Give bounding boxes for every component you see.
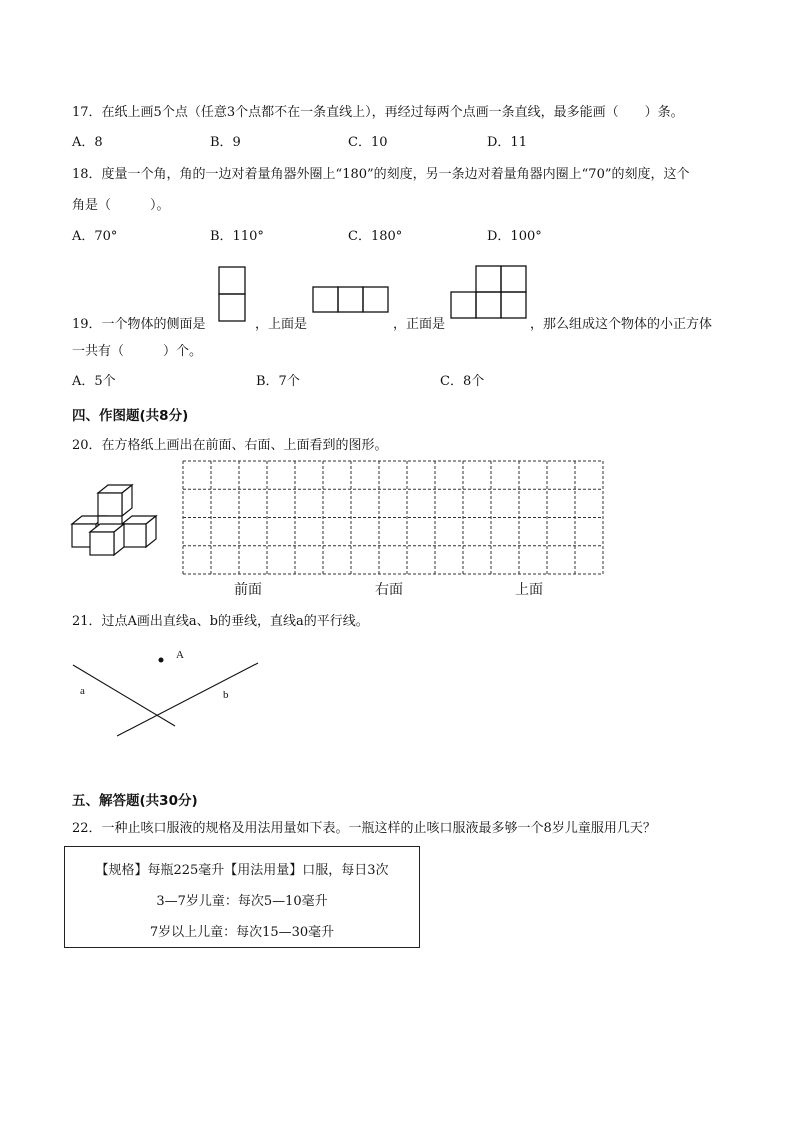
dosage-child-3-7-line: 3—7岁儿童：每次5—10毫升 bbox=[156, 894, 328, 909]
lines-figure bbox=[0, 640, 300, 750]
q19-option-c: C．8个 bbox=[440, 374, 485, 389]
q17-option-d: D．11 bbox=[487, 135, 527, 150]
q19-text-line2: 一共有（ ）个。 bbox=[72, 344, 203, 359]
q18-option-b: B．110° bbox=[210, 229, 264, 244]
q19-text-part2: ，上面是 bbox=[255, 317, 308, 332]
q17-option-a: A．8 bbox=[72, 135, 103, 150]
front-view-figure bbox=[450, 265, 530, 321]
line-a-label: a bbox=[80, 685, 85, 697]
point-a-dot bbox=[159, 658, 164, 663]
top-view-figure bbox=[312, 286, 392, 318]
point-a-label: A bbox=[176, 649, 184, 661]
dosage-spec-line: 【规格】每瓶225毫升【用法用量】口服，每日3次 bbox=[95, 863, 389, 878]
section5-title: 五、解答题(共30分) bbox=[72, 793, 198, 809]
q19-option-a: A．5个 bbox=[72, 374, 116, 389]
q17-option-c: C．10 bbox=[348, 135, 388, 150]
label-right: 右面 bbox=[375, 582, 403, 598]
q19-option-b: B．7个 bbox=[256, 374, 300, 389]
q18-option-c: C．180° bbox=[348, 229, 403, 244]
q21-text: 21．过点A画出直线a、b的垂线，直线a的平行线。 bbox=[72, 614, 369, 629]
dosage-info-box bbox=[64, 846, 420, 948]
label-front: 前面 bbox=[234, 582, 262, 598]
q19-text-part1: 19．一个物体的侧面是 bbox=[72, 317, 206, 332]
q19-text-part3: ，正面是 bbox=[393, 317, 446, 332]
line-b-label: b bbox=[223, 689, 229, 701]
q19-text-part4: ，那么组成这个物体的小正方体 bbox=[530, 317, 713, 332]
line-a bbox=[73, 665, 175, 726]
q20-text: 20．在方格纸上画出在前面、右面、上面看到的图形。 bbox=[72, 438, 388, 453]
q18-text-line1: 18．度量一个角，角的一边对着量角器外圈上“180”的刻度，另一条边对着量角器内圈上“70”的刻度，这个 bbox=[72, 167, 690, 182]
side-view-figure bbox=[218, 266, 248, 324]
q17-text: 17．在纸上画5个点（任意3个点都不在一条直线上），再经过每两个点画一条直线，最多能画（ ）条。 bbox=[72, 105, 684, 120]
q22-text: 22．一种止咳口服液的规格及用法用量如下表。一瓶这样的止咳口服液最多够一个8岁儿童服用几天？ bbox=[72, 821, 656, 836]
grid-paper bbox=[182, 460, 604, 575]
line-b bbox=[117, 663, 258, 736]
dosage-child-over-7-line: 7岁以上儿童：每次15—30毫升 bbox=[149, 925, 335, 940]
q18-option-a: A．70° bbox=[72, 229, 118, 244]
cube-stack-figure bbox=[70, 484, 162, 558]
q17-option-b: B．9 bbox=[210, 135, 241, 150]
label-top: 上面 bbox=[515, 582, 543, 598]
q18-text-line2: 角是（ ）。 bbox=[72, 198, 170, 213]
q18-option-d: D．100° bbox=[487, 229, 542, 244]
section4-title: 四、作图题(共8分) bbox=[72, 408, 189, 424]
